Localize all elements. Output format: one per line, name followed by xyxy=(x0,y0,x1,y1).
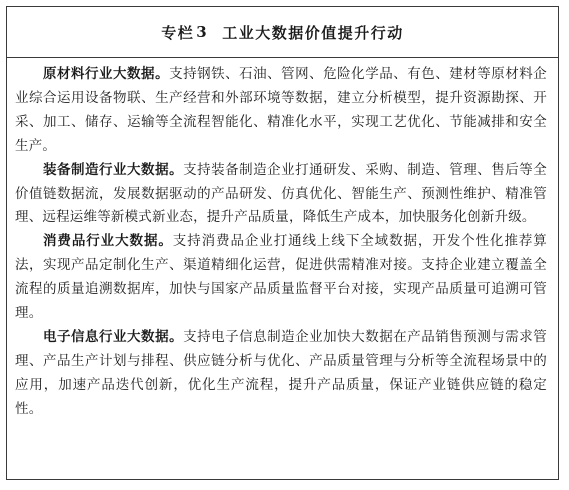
column-content xyxy=(7,58,558,422)
paragraph-heading: 装备制造行业大数据。 xyxy=(43,161,184,178)
paragraph-equipment-manufacturing xyxy=(15,159,547,231)
paragraph-electronic-information xyxy=(15,326,547,422)
paragraph-heading: 电子信息行业大数据。 xyxy=(43,328,184,345)
column-title-number: 3 xyxy=(196,23,209,41)
paragraph-text: 支持消费品企业打通线上线下全域数据，开发个性化推荐算法，实现产品定制化生产、渠道精细化运营，促进供需精准对接。支持企业建立覆盖全流程的质量追溯数据库，加快与国家产品质量监督平台对接，实现产品质量可追溯可管理。 xyxy=(15,233,547,322)
column-title-text: 工业大数据价值提升行动 xyxy=(222,23,404,42)
paragraph-consumer-goods xyxy=(15,230,547,326)
special-column-box xyxy=(6,6,559,480)
paragraph-text: 支持钢铁、石油、管网、危险化学品、有色、建材等原材料企业综合运用设备物联、生产经营和外部环境等数据，建立分析模型，提升资源勘探、开采、加工、储存、运输等全流程智能化、精准化水平，实现工艺优化、节能减排和安全生产。 xyxy=(15,66,547,154)
paragraph-text: 支持电子信息制造企业加快大数据在产品销售预测与需求管理、产品生产计划与排程、供应链分析与优化、产品质量管理与分析等全流程场景中的应用，加速产品迭代创新，优化生产流程，提升产品质量，保证产业链供应链的稳定性。 xyxy=(15,328,548,417)
paragraph-raw-materials xyxy=(15,63,547,159)
column-title-prefix: 专栏 xyxy=(161,23,195,42)
paragraph-text: 支持装备制造企业打通研发、采购、制造、管理、售后等全价值链数据流，发展数据驱动的产品研发、仿真优化、智能生产、预测性维护、精准管理、远程运维等新模式新业态，提升产品质量，降低生产成本，加快服务化创新升级。 xyxy=(15,161,548,226)
paragraph-heading: 原材料行业大数据。 xyxy=(43,66,170,82)
column-title xyxy=(7,7,558,58)
paragraph-heading: 消费品行业大数据。 xyxy=(43,233,173,250)
